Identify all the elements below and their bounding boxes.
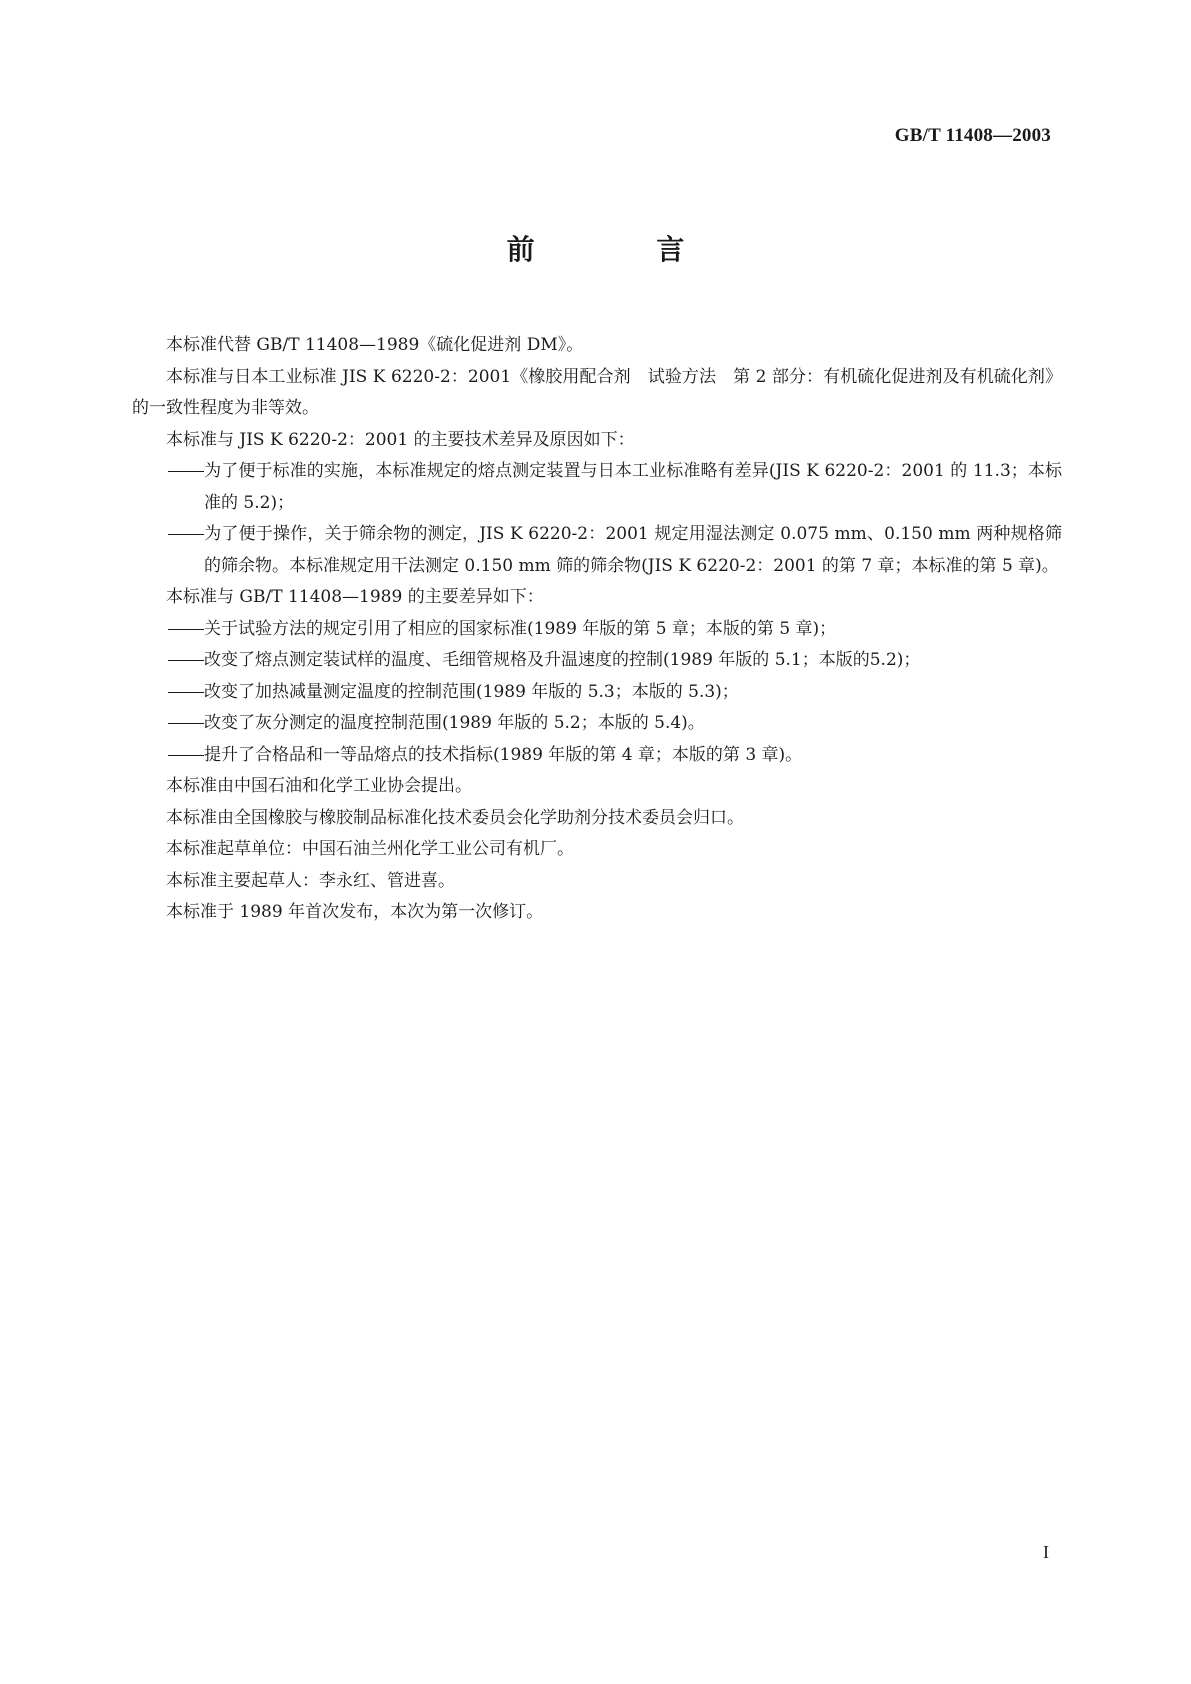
dash-marker xyxy=(168,755,204,756)
list-item-version-difference xyxy=(132,645,1062,677)
list-item-version-difference xyxy=(132,614,1062,646)
list-item-jis-difference xyxy=(132,456,1062,519)
standard-code: GB/T 11408—2003 xyxy=(894,125,1051,146)
list-item-text: 改变了加热减量测定温度的控制范围(1989 年版的 5.3；本版的 5.3)； xyxy=(204,681,739,702)
foreword-body xyxy=(132,330,1062,929)
list-item-jis-difference xyxy=(132,519,1062,582)
list-item-text: 关于试验方法的规定引用了相应的国家标准(1989 年版的第 5 章；本版的第 5 章)； xyxy=(204,618,837,639)
dash-marker xyxy=(168,471,204,472)
paragraph-replaces: 本标准代替 GB/T 11408—1989《硫化促进剂 DM》。 xyxy=(166,335,584,355)
list-item-text: 为了便于标准的实施，本标准规定的熔点测定装置与日本工业标准略有差异(JIS K 6220-2：2001 的 11.3；本标准的 5.2)； xyxy=(204,461,1062,513)
dash-marker xyxy=(168,692,204,693)
dash-marker xyxy=(168,660,204,661)
dash-marker xyxy=(168,534,204,535)
paragraph-consistency: 本标准与日本工业标准 JIS K 6220-2：2001《橡胶用配合剂 试验方法 第 2 部分：有机硫化促进剂及有机硫化剂》的一致性程度为非等效。 xyxy=(132,366,1062,418)
list-item-version-difference xyxy=(132,677,1062,709)
list-item-version-difference xyxy=(132,708,1062,740)
paragraph-release-history: 本标准于 1989 年首次发布，本次为第一次修订。 xyxy=(166,902,544,922)
page-title: 前 言 xyxy=(506,233,741,266)
dash-marker xyxy=(168,723,204,724)
list-item-version-difference xyxy=(132,740,1062,772)
page-number: I xyxy=(1043,1542,1049,1562)
paragraph-jis-differences-intro: 本标准与 JIS K 6220-2：2001 的主要技术差异及原因如下： xyxy=(166,429,635,450)
list-item-text: 为了便于操作，关于筛余物的测定，JIS K 6220-2：2001 规定用湿法测定 0.075 mm、0.150 mm 两种规格筛的筛余物。本标准规定用干法测定 0.150 mm 筛的筛余物(JIS K 6220-2：2001 的第 7 章；本标准的第 5 章)。 xyxy=(204,524,1062,576)
paragraph-drafters: 本标准主要起草人：李永红、管进喜。 xyxy=(166,870,455,891)
dash-marker xyxy=(168,629,204,630)
list-item-text: 改变了熔点测定装试样的温度、毛细管规格及升温速度的控制(1989 年版的 5.1；本版的5.2)； xyxy=(204,650,921,670)
list-item-text: 改变了灰分测定的温度控制范围(1989 年版的 5.2；本版的 5.4)。 xyxy=(204,713,705,733)
paragraph-centralized-by: 本标准由全国橡胶与橡胶制品标准化技术委员会化学助剂分技术委员会归口。 xyxy=(166,807,744,828)
list-item-text: 提升了合格品和一等品熔点的技术指标(1989 年版的第 4 章；本版的第 3 章)。 xyxy=(204,744,803,765)
paragraph-drafting-unit: 本标准起草单位：中国石油兰州化学工业公司有机厂。 xyxy=(166,839,574,859)
paragraph-version-differences-intro: 本标准与 GB/T 11408—1989 的主要差异如下： xyxy=(166,587,544,607)
paragraph-proposed-by: 本标准由中国石油和化学工业协会提出。 xyxy=(166,776,472,796)
